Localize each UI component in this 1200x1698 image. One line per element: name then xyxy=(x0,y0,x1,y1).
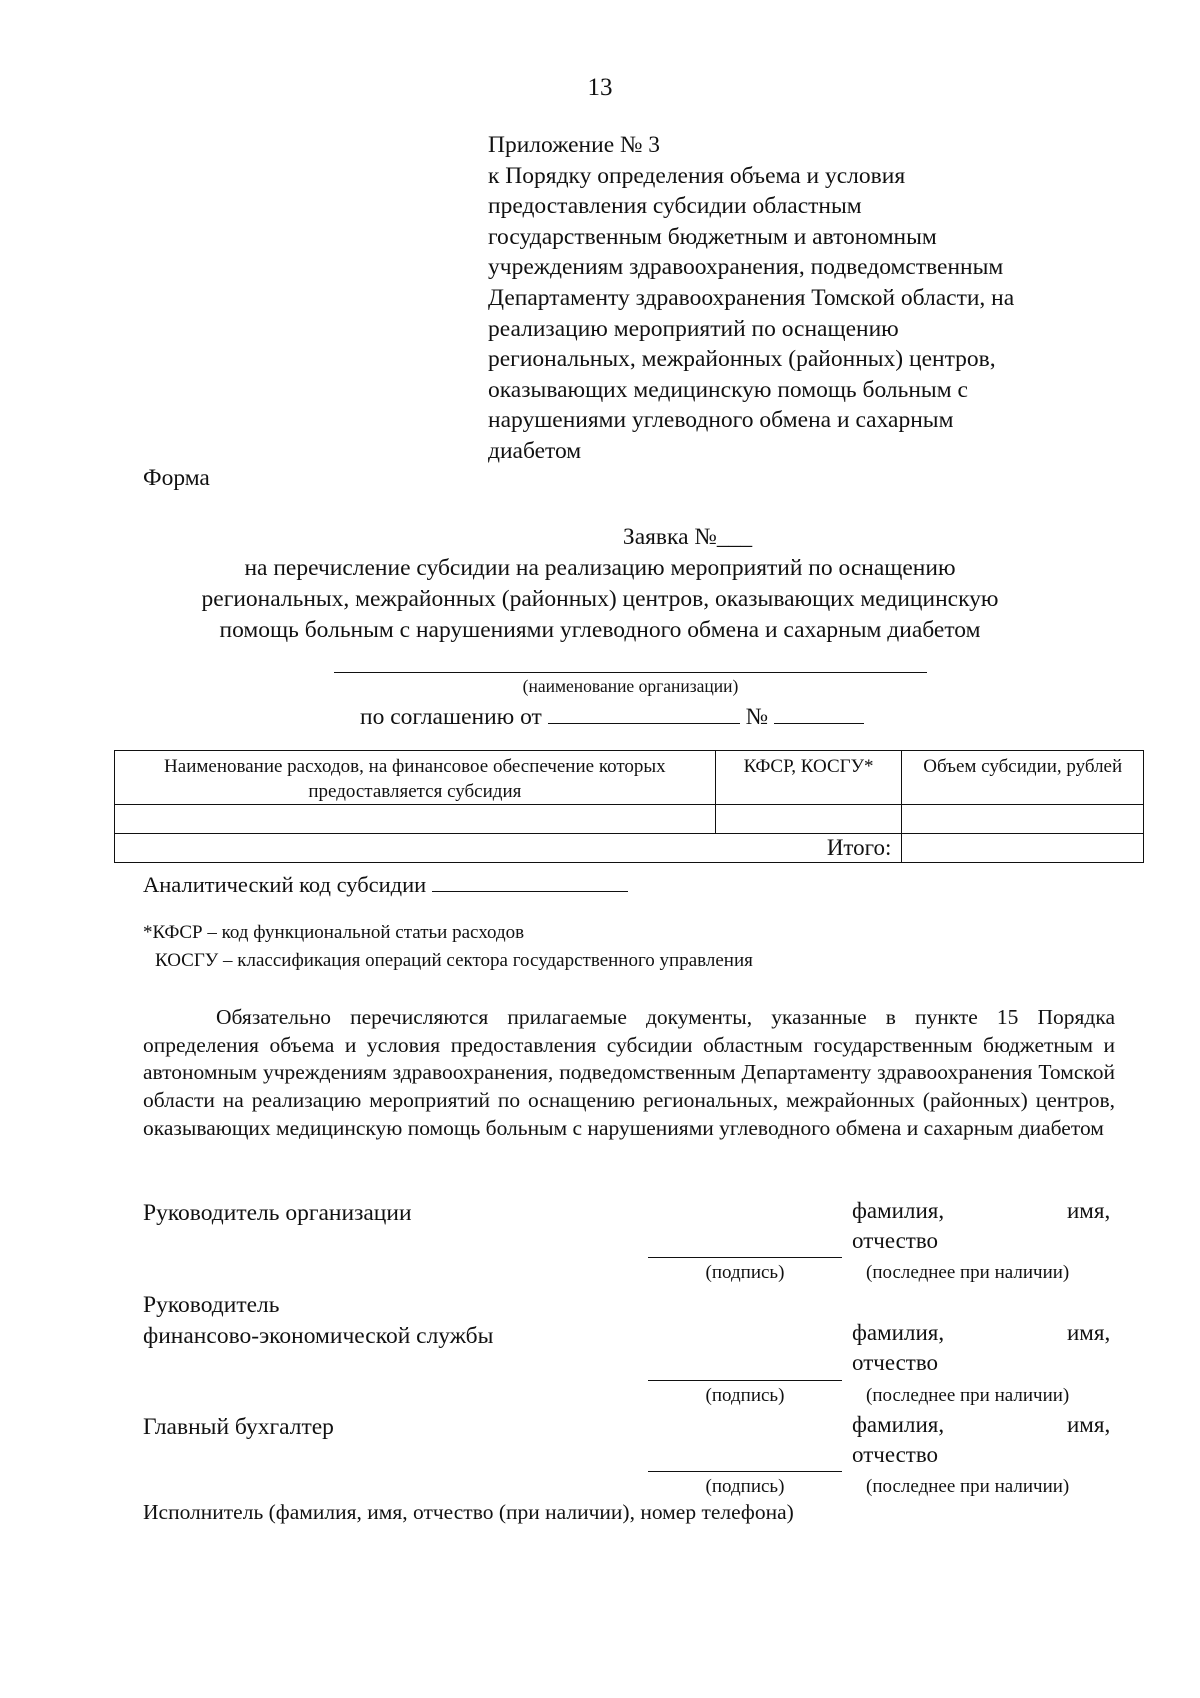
fio-patronymic: отчество xyxy=(852,1228,939,1253)
agreement-prefix: по соглашению от xyxy=(360,704,542,730)
fio-caption: (последнее при наличии) xyxy=(866,1385,1070,1406)
appendix-heading xyxy=(488,130,1128,467)
fio-surname: фамилия, xyxy=(852,1320,945,1345)
appendix-line: нарушениями углеводного обмена и сахарным xyxy=(488,407,954,434)
fio-surname: фамилия, xyxy=(852,1198,945,1223)
table-cell[interactable] xyxy=(902,805,1144,834)
signature-line[interactable] xyxy=(648,1257,842,1258)
appendix-line: Департаменту здравоохранения Томской области, на xyxy=(488,284,1015,311)
request-line: региональных, межрайонных (районных) центров, оказывающих медицинскую xyxy=(201,586,999,612)
agreement-line xyxy=(360,701,864,731)
appendix-line: предоставления субсидии областным xyxy=(488,193,862,220)
fio-name: имя, xyxy=(1067,1320,1111,1345)
fio-patronymic: отчество xyxy=(852,1350,939,1375)
appendix-line: государственным бюджетным и автономным xyxy=(488,223,937,250)
analytic-code-label: Аналитический код субсидии xyxy=(143,872,427,897)
header-subsidy-amount: Объем субсидии, рублей xyxy=(902,751,1144,805)
table-header-row xyxy=(115,751,1144,805)
fio-name: имя, xyxy=(1067,1412,1111,1437)
appendix-line: учреждениям здравоохранения, подведомственным xyxy=(488,254,1004,281)
table-cell[interactable] xyxy=(115,805,716,834)
request-line: на перечисление субсидии на реализацию мероприятий по оснащению xyxy=(244,555,956,581)
appendix-line: Приложение № 3 xyxy=(488,132,661,158)
total-label: Итого: xyxy=(115,834,902,863)
signature-caption: (подпись) xyxy=(705,1385,785,1406)
page-number: 13 xyxy=(587,74,613,101)
finance-head-label xyxy=(143,1290,493,1352)
agreement-number-blank[interactable] xyxy=(774,701,864,724)
header-expense-name: Наименование расходов, на финансовое обеспечение которых предоставляется субсидия xyxy=(115,751,716,805)
header-kfsr-kosgu: КФСР, КОСГУ* xyxy=(715,751,902,805)
request-description xyxy=(0,553,1200,646)
table-row xyxy=(115,805,1144,834)
expenses-table xyxy=(114,750,1144,863)
documents-paragraph: Обязательно перечисляются прилагаемые документы, указанные в пункте 15 Порядка определения объема и условия предоставления субсидии областным государственным бюджетным и автономным учреждениям здравоохранения, подведомственным Департаменту здравоохранения Томской области на реализацию мероприятий по оснащению региональных, межрайонных (районных) центров, оказывающих медицинскую помощь больным с нарушениями углеводного обмена и сахарным диабетом xyxy=(143,1005,1115,1140)
signature-line[interactable] xyxy=(648,1380,842,1381)
appendix-line: к Порядку определения объема и условия xyxy=(488,162,906,189)
request-title: Заявка №___ xyxy=(622,524,753,550)
analytic-code-blank[interactable] xyxy=(432,869,628,892)
organization-name-line[interactable] xyxy=(334,672,927,673)
signature-caption: (подпись) xyxy=(705,1476,785,1497)
footnote-kfsr: *КФСР – код функциональной статьи расходов xyxy=(143,922,525,943)
head-of-organization-label: Руководитель организации xyxy=(143,1200,412,1226)
agreement-number-label: № xyxy=(745,704,768,730)
finance-head-label-line: Руководитель xyxy=(143,1292,280,1318)
signature-line[interactable] xyxy=(648,1471,842,1472)
finance-head-label-line: финансово-экономической службы xyxy=(143,1323,494,1349)
appendix-line: оказывающих медицинскую помощь больным с xyxy=(488,376,968,403)
fio-caption: (последнее при наличии) xyxy=(866,1476,1070,1497)
signature-caption: (подпись) xyxy=(705,1262,785,1283)
fio-name: имя, xyxy=(1067,1198,1111,1223)
table-total-row xyxy=(115,834,1144,863)
total-value-cell[interactable] xyxy=(902,834,1144,863)
appendix-line: реализацию мероприятий по оснащению xyxy=(488,315,899,342)
chief-accountant-label: Главный бухгалтер xyxy=(143,1414,334,1440)
footnote-kosgu: КОСГУ – классификация операций сектора государственного управления xyxy=(155,950,753,971)
analytic-code xyxy=(143,869,628,898)
fio-caption: (последнее при наличии) xyxy=(866,1262,1070,1283)
appendix-line: диабетом xyxy=(488,437,582,464)
organization-name-caption: (наименование организации) xyxy=(522,676,739,696)
table-cell[interactable] xyxy=(715,805,902,834)
executor-line: Исполнитель (фамилия, имя, отчество (при наличии), номер телефона) xyxy=(143,1500,794,1524)
appendix-line: региональных, межрайонных (районных) центров, xyxy=(488,346,996,373)
agreement-date-blank[interactable] xyxy=(548,701,740,724)
form-label: Форма xyxy=(143,465,210,491)
fio-patronymic: отчество xyxy=(852,1442,939,1467)
fio-surname: фамилия, xyxy=(852,1412,945,1437)
request-line: помощь больным с нарушениями углеводного обмена и сахарным диабетом xyxy=(219,617,981,643)
